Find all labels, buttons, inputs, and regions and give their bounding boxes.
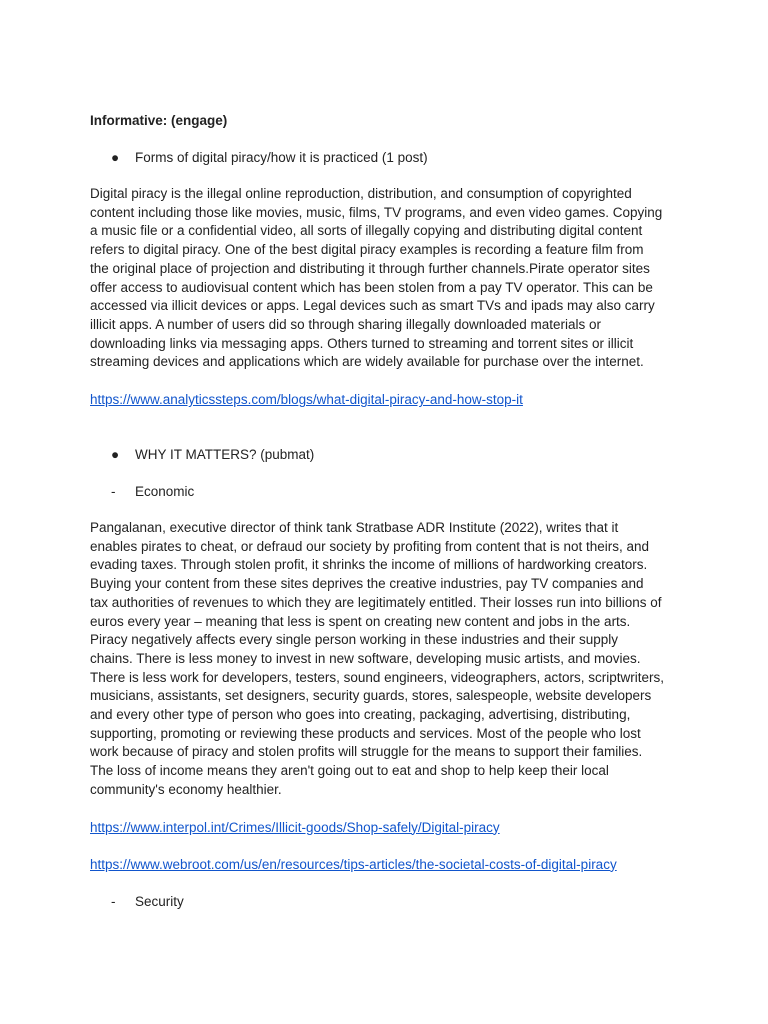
paragraph-line: streaming devices and applications which are widely available for purchase over the internet. — [90, 354, 644, 370]
dash-item-security — [90, 892, 690, 911]
paragraph-line: evading taxes. Through stolen profit, it shrinks the income of millions of hardworking creators. — [90, 557, 648, 573]
bullet-marker: ● — [111, 150, 120, 165]
spacer — [90, 427, 690, 445]
bullet-marker: ● — [111, 447, 120, 463]
document-page — [90, 111, 690, 929]
paragraph-economic — [90, 519, 690, 800]
paragraph-line: tax authorities of revenues to which they are legitimately entitled. Their losses run into billions of — [90, 594, 662, 610]
paragraph-line: chains. There is less money to invest in new software, developing music artists, and movies. — [90, 650, 641, 666]
paragraph-line: the original place of projection and distributing it through further channels.Pirate operator sites — [90, 260, 650, 276]
paragraph-line: a music file or a confidential video, all sorts of illegally copying and distributing digital content — [90, 223, 643, 239]
paragraph-line: There is less work for developers, testers, sound engineers, videographers, actors, scriptwriters, — [90, 669, 664, 685]
link-analyticssteps[interactable]: https://www.analyticssteps.com/blogs/what-digital-piracy-and-how-stop-it — [90, 392, 523, 408]
dash-text: Economic — [135, 484, 195, 500]
paragraph-line: and every other type of person who goes into creating, packaging, advertising, distributing, — [90, 707, 631, 723]
section-heading: Informative: (engage) — [90, 113, 228, 128]
dash-item-economic — [90, 482, 690, 501]
paragraph-digital-piracy — [90, 185, 690, 372]
link-interpol[interactable]: https://www.interpol.int/Crimes/Illicit-goods/Shop-safely/Digital-piracy — [90, 819, 500, 835]
paragraph-line: Digital piracy is the illegal online reproduction, distribution, and consumption of copyrighted — [90, 186, 632, 201]
paragraph-line: accessed via illicit devices or apps. Legal devices such as smart TVs and ipads may also carry — [90, 298, 655, 314]
dash-marker: - — [111, 893, 116, 909]
bullet-text: Forms of digital piracy/how it is practiced (1 post) — [135, 150, 428, 165]
dash-text: Security — [135, 893, 184, 909]
paragraph-line: Piracy negatively affects every single person working in these industries and their supply — [90, 632, 619, 648]
paragraph-line: work because of piracy and stolen profits will struggle for the means to support their families. — [90, 744, 643, 760]
bullet-text: WHY IT MATTERS? (pubmat) — [135, 447, 315, 463]
bullet-forms-of-piracy — [90, 148, 690, 167]
paragraph-line: enables pirates to cheat, or defraud our society by profiting from content that is not theirs, and — [90, 538, 650, 554]
paragraph-line: refers to digital piracy. One of the best digital piracy examples is recording a feature film from — [90, 242, 644, 258]
paragraph-line: musicians, assistants, set designers, security guards, stores, salespeople, website developers — [90, 688, 652, 704]
dash-marker: - — [111, 484, 116, 500]
paragraph-line: Pangalanan, executive director of think tank Stratbase ADR Institute (2022), writes that it — [90, 520, 619, 536]
paragraph-line: offer access to audiovisual content which has been stolen from a pay TV operator. This can be — [90, 279, 653, 295]
paragraph-line: supporting, promoting or reviewing these products and services. Most of the people who lost — [90, 725, 641, 741]
paragraph-line: euros every year – meaning that less is spent on creating new content and jobs in the arts. — [90, 613, 631, 629]
bullet-why-it-matters — [90, 445, 690, 464]
paragraph-line: illicit apps. A number of users did so through sharing illegally downloaded materials or — [90, 316, 602, 332]
paragraph-line: content including those like movies, music, films, TV programs, and even video games. Copying — [90, 204, 663, 220]
paragraph-line: downloading links via messaging apps. Others turned to streaming and torrent sites or illicit — [90, 335, 634, 351]
paragraph-line: community's economy healthier. — [90, 781, 282, 797]
paragraph-line: The loss of income means they aren't going out to eat and shop to help keep their local — [90, 763, 609, 779]
link-webroot[interactable]: https://www.webroot.com/us/en/resources/tips-articles/the-societal-costs-of-digital-piracy — [90, 856, 617, 872]
paragraph-line: Buying your content from these sites deprives the creative industries, pay TV companies and — [90, 576, 644, 592]
